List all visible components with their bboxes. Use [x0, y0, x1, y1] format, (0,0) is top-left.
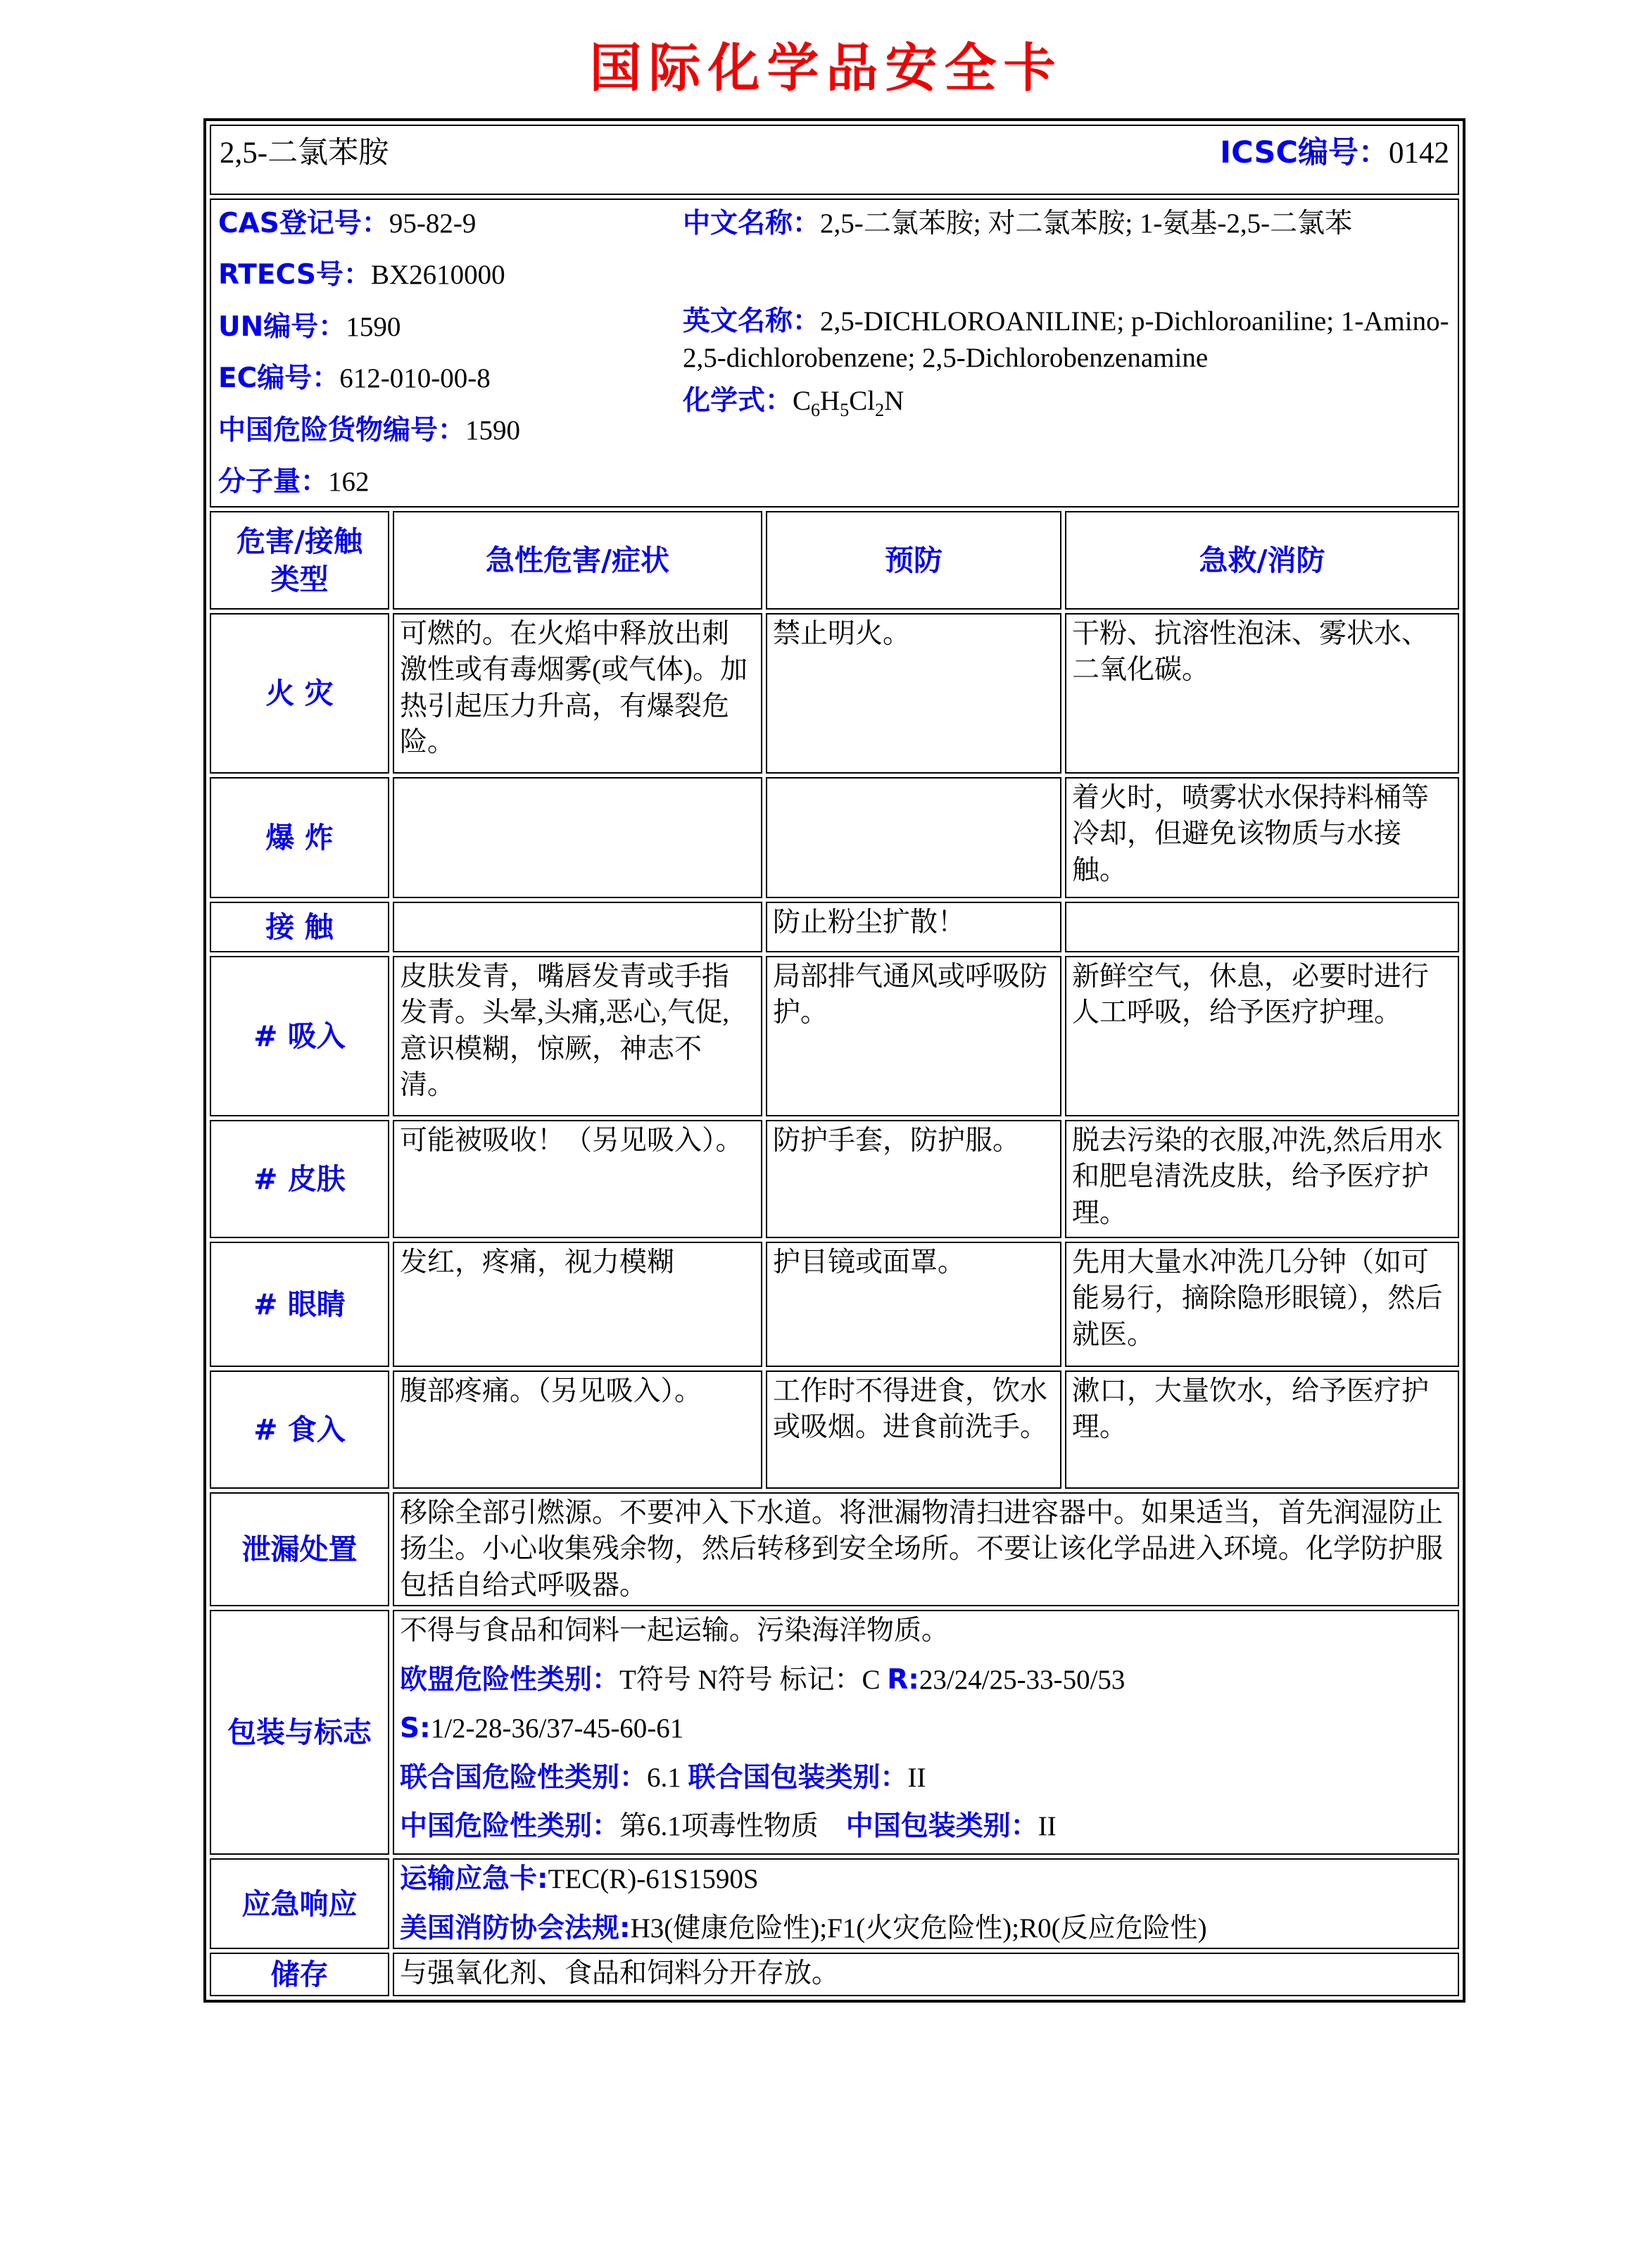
contact-firstaid-cell	[1065, 902, 1459, 952]
contact-symptoms-cell	[393, 902, 762, 952]
explosion-prevention-cell	[766, 777, 1061, 898]
inhalation-prevention-cell: 局部排气通风或呼吸防护。	[766, 956, 1061, 1116]
field-label: R:	[887, 1663, 919, 1696]
row-label-emergency-response: 应急响应	[210, 1858, 389, 1949]
header-hazard-type-line2: 类型	[270, 562, 329, 596]
row-label-packaging: 包装与标志	[210, 1610, 389, 1855]
field-label: CAS登记号：	[218, 208, 389, 239]
ingestion-firstaid-cell: 漱口，大量饮水，给予医疗护理。	[1065, 1370, 1459, 1489]
ingestion-prevention-cell: 工作时不得进食，饮水或吸烟。进食前洗手。	[766, 1370, 1061, 1489]
registry-numbers-list	[218, 206, 683, 500]
skin-prevention-cell: 防护手套，防护服。	[766, 1120, 1061, 1238]
field-value: 95-82-9	[389, 208, 477, 239]
field-label: RTECS号：	[218, 259, 371, 291]
field-value: 1590	[465, 415, 521, 446]
eyes-firstaid-cell: 先用大量水冲洗几分钟（如可能易行，摘除隐形眼镜），然后就医。	[1065, 1242, 1459, 1367]
field-value: H	[820, 386, 840, 417]
row-label-spill-disposal: 泄漏处置	[210, 1492, 389, 1606]
name-and-icsc	[217, 127, 1452, 179]
text-line	[400, 1760, 1452, 1796]
explosion-symptoms-cell	[393, 777, 762, 898]
field-label: 欧盟危险性类别：	[400, 1663, 620, 1696]
inhalation-firstaid-cell: 新鲜空气，休息，必要时进行人工呼吸，给予医疗护理。	[1065, 956, 1459, 1116]
text-line	[400, 1613, 1452, 1649]
field-value: BX2610000	[370, 260, 505, 291]
icsc-number-value: 0142	[1389, 137, 1450, 170]
packaging-labelling-row	[210, 1610, 1459, 1855]
header-firstaid-firefighting: 急救/消防	[1065, 511, 1459, 610]
field-label: 美国消防协会法规:	[400, 1912, 631, 1944]
row-label-inhalation: # 吸入	[210, 956, 389, 1116]
field-label: 运输应急卡:	[400, 1863, 548, 1896]
header-hazard-type-line1: 危害/接触	[237, 524, 362, 558]
contact-prevention-cell: 防止粉尘扩散！	[766, 902, 1061, 952]
hazard-row-skin	[210, 1120, 1459, 1238]
row-label-storage: 储存	[210, 1953, 389, 1996]
skin-firstaid-cell: 脱去污染的衣服,冲洗,然后用水和肥皂清洗皮肤，给予医疗护理。	[1065, 1120, 1459, 1238]
field-value: 1/2-28-36/37-45-60-61	[430, 1713, 684, 1744]
field-value: II	[1038, 1811, 1057, 1842]
field-label: 中国危险货物编号：	[218, 414, 466, 446]
row-label-fire: 火 灾	[210, 613, 389, 774]
chemical-names-list	[683, 206, 1451, 500]
field-value: 612-010-00-8	[339, 363, 491, 394]
field-label: 分子量：	[218, 466, 329, 498]
hazard-row-contact	[210, 902, 1459, 952]
chemical-name: 2,5-二氯苯胺	[220, 136, 389, 170]
field-value: TEC(R)-61S1590S	[548, 1864, 759, 1895]
field-label: 联合国包装类别：	[688, 1761, 908, 1794]
fire-prevention-cell: 禁止明火。	[766, 613, 1061, 774]
hazard-row-eyes	[210, 1242, 1459, 1367]
storage-row	[210, 1953, 1459, 1996]
field-label: 中文名称：	[683, 208, 821, 239]
storage-cell	[393, 1953, 1459, 1996]
field-value: 2,5-DICHLOROANILINE; p-Dichloroaniline; 1-Amino-2,5-dichlorobenzene; 2,5-Dichlorobenzenamine	[683, 306, 1449, 373]
hazard-row-inhalation	[210, 956, 1459, 1116]
emergency-response-row	[210, 1858, 1459, 1949]
header-prevention: 预防	[766, 511, 1061, 610]
text-line	[400, 1808, 1452, 1844]
spill-disposal-row	[210, 1492, 1459, 1606]
text-line	[218, 206, 683, 241]
text-line	[218, 412, 683, 448]
identifiers-layout	[217, 201, 1452, 505]
field-value: H3(健康危险性);F1(火灾危险性);R0(反应危险性)	[630, 1912, 1207, 1943]
row-label-contact: 接 触	[210, 902, 389, 952]
text-line	[400, 1710, 1452, 1746]
ingestion-symptoms-cell: 腹部疼痛。（另见吸入）。	[393, 1370, 762, 1489]
field-value: 2,5-二氯苯胺; 对二氯苯胺; 1-氨基-2,5-二氯苯	[820, 208, 1353, 239]
field-value: II	[907, 1762, 926, 1793]
skin-symptoms-cell: 可能被吸收！（另见吸入）。	[393, 1120, 762, 1238]
field-label: 中国包装类别：	[845, 1810, 1038, 1843]
packaging-labelling-cell	[393, 1610, 1459, 1855]
hazard-row-explosion	[210, 777, 1459, 898]
card-name-row	[210, 125, 1459, 195]
icsc-number	[1220, 133, 1449, 174]
icsc-card-table	[203, 118, 1465, 2003]
field-value: T符号 N符号 标记：C	[619, 1664, 888, 1695]
field-value: 5	[840, 400, 850, 421]
fire-symptoms-cell: 可燃的。在火焰中释放出刺激性或有毒烟雾(或气体)。加热引起压力升高，有爆裂危险。	[393, 613, 762, 774]
field-value: 移除全部引燃源。不要冲入下水道。将泄漏物清扫进容器中。如果适当，首先润湿防止扬尘。小心收集残余物，然后转移到安全场所。不要让该化学品进入环境。化学防护服包括自给式呼吸器。	[400, 1497, 1444, 1601]
field-label: 英文名称：	[683, 305, 821, 338]
text-line	[400, 1662, 1452, 1698]
field-label: UN编号：	[218, 310, 346, 343]
text-line	[683, 206, 1451, 241]
spill-disposal-cell	[393, 1492, 1459, 1606]
field-label: 中国危险性类别：	[400, 1810, 620, 1843]
field-value: 1590	[346, 311, 401, 342]
eyes-prevention-cell: 护目镜或面罩。	[766, 1242, 1061, 1367]
text-line	[218, 464, 683, 500]
emergency-response-cell	[393, 1858, 1459, 1949]
identifiers-row	[210, 198, 1459, 508]
field-value: 不得与食品和饲料一起运输。污染海洋物质。	[400, 1615, 950, 1646]
field-value: N	[884, 386, 904, 417]
row-label-explosion: 爆 炸	[210, 777, 389, 898]
hazard-row-ingestion	[210, 1370, 1459, 1489]
text-line	[400, 1955, 1452, 1991]
column-header-row	[210, 511, 1459, 610]
field-label: 化学式：	[683, 385, 793, 417]
explosion-firstaid-cell: 着火时，喷雾状水保持料桶等冷却，但避免该物质与水接触。	[1065, 777, 1459, 898]
field-label: S:	[400, 1713, 431, 1745]
row-label-ingestion: # 食入	[210, 1370, 389, 1489]
fire-firstaid-cell: 干粉、抗溶性泡沫、雾状水、二氧化碳。	[1065, 613, 1459, 774]
text-line	[683, 383, 1451, 422]
field-value: C	[793, 386, 812, 417]
identifiers-cell	[210, 198, 1459, 508]
row-label-eyes: # 眼睛	[210, 1242, 389, 1367]
field-value: 6	[811, 400, 821, 421]
field-value: 2	[875, 400, 885, 421]
text-line	[400, 1495, 1452, 1603]
field-value: 与强氧化剂、食品和饲料分开存放。	[400, 1958, 840, 1989]
inhalation-symptoms-cell: 皮肤发青，嘴唇发青或手指发青。头晕,头痛,恶心,气促,意识模糊，惊厥，神志不清。	[393, 956, 762, 1116]
field-value: 6.1	[647, 1762, 688, 1793]
text-line	[218, 257, 683, 293]
header-hazard-type	[210, 511, 389, 610]
eyes-symptoms-cell: 发红，疼痛，视力模糊	[393, 1242, 762, 1367]
text-line	[218, 309, 683, 345]
icsc-number-label: ICSC编号：	[1220, 135, 1389, 170]
text-line	[683, 303, 1451, 376]
page-title: 国际化学品安全卡	[589, 38, 1063, 99]
field-value: 162	[328, 467, 370, 498]
text-line	[400, 1861, 1452, 1897]
field-value: 第6.1项毒性物质	[619, 1811, 846, 1842]
field-label: EC编号：	[218, 363, 340, 395]
text-line	[218, 360, 683, 396]
card-name-cell	[210, 125, 1459, 195]
field-label: 联合国危险性类别：	[400, 1761, 648, 1794]
hazard-row-fire	[210, 613, 1459, 774]
text-line	[400, 1910, 1452, 1946]
row-label-skin: # 皮肤	[210, 1120, 389, 1238]
field-value: 23/24/25-33-50/53	[919, 1664, 1125, 1695]
field-value: Cl	[849, 386, 876, 417]
header-acute-hazards: 急性危害/症状	[393, 511, 762, 610]
